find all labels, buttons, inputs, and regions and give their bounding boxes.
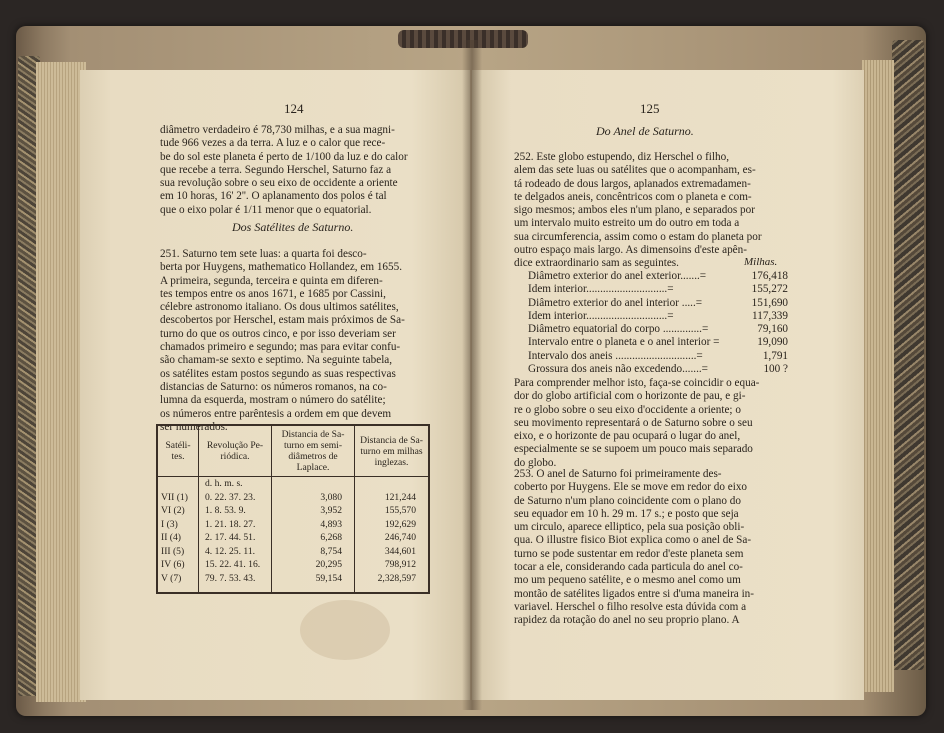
list-item: Intervalo entre o planeta e o anel interior = 19,090 xyxy=(528,336,788,349)
list-item: Diâmetro exterior do anel interior .....= 151,690 xyxy=(528,296,788,309)
table-cell: 155,570 xyxy=(355,504,430,517)
table-cell: 59,154 xyxy=(272,572,355,586)
left-paragraph-2 xyxy=(160,248,434,434)
table-cell: 1. 8. 53. 9. xyxy=(199,504,272,517)
marbled-edge-right xyxy=(892,40,924,670)
text-line: 253. O anel de Saturno foi primeiramente des- xyxy=(514,468,722,480)
text-line: dor do globo artificial com o horizonte de pau, e gi- xyxy=(514,390,746,403)
table-cell: 15. 22. 41. 16. xyxy=(199,558,272,571)
list-item: Intervalo dos aneis .............................= 1,791 xyxy=(528,349,788,362)
text-line: ser numerados. xyxy=(160,420,228,433)
text-line: do globo. xyxy=(514,456,557,469)
text-line: seu movimento representará o de Saturno sobre o seu xyxy=(514,416,753,429)
text-line: 251. Saturno tem sete luas: a quarta foi desco- xyxy=(160,248,367,260)
table-cell: VI (2) xyxy=(157,504,199,517)
table-cell: 79. 7. 53. 43. xyxy=(199,572,272,586)
table-cell: d. h. m. s. xyxy=(199,477,272,491)
text-line: sua circumferencia, assim como o estam do planeta por xyxy=(514,230,762,243)
text-line: de Saturno n'um plano coincidente com o plano do xyxy=(514,494,741,507)
table-cell xyxy=(355,477,430,491)
text-line: um circulo, aparece elliptico, pela sua posição obli- xyxy=(514,521,745,534)
text-line: variavel. Herschel o filho resolve esta dúvida com a xyxy=(514,600,747,613)
page-edges-right xyxy=(862,60,894,692)
table-cell: 20,295 xyxy=(272,558,355,571)
text-line: descobertos por Herschel, estam mais próximos de Sa- xyxy=(160,314,405,327)
left-section-title: Dos Satélites de Saturno. xyxy=(232,220,354,234)
text-line: tude 966 vezes a da terra. A luz e o calor que rece- xyxy=(160,137,386,150)
table-row xyxy=(157,504,429,517)
text-line: seu equador em 10 h. 29 m. 17 s.; e posto que seja xyxy=(514,507,739,520)
text-line: distancias de Saturno: os números romanos, na co- xyxy=(160,380,387,393)
text-line: mo um pequeno satélite, e o mesmo anel como um xyxy=(514,574,741,587)
table-cell: VII (1) xyxy=(157,491,199,504)
text-line: um intervalo muito estreito um do outro em toda a xyxy=(514,217,740,230)
text-line: turno se pode sustentar em redor d'este planeta sem xyxy=(514,547,744,560)
text-line: em 10 horas, 16' 2''. O aplanamento dos polos é tal xyxy=(160,190,387,203)
table-header: Revolução Pe-riódica. xyxy=(199,425,272,477)
book-gutter xyxy=(462,40,482,710)
text-line: be do sol este planeta é perto de 1/100 da luz e do calor xyxy=(160,150,408,163)
satellites-table xyxy=(156,424,430,594)
table-units-row xyxy=(157,477,429,491)
text-line: lumna da esquerda, mostram o número do satélite; xyxy=(160,394,386,407)
list-item: Idem interior.............................= 117,339 xyxy=(528,309,788,322)
right-page-number: 125 xyxy=(640,101,660,116)
table-cell: IV (6) xyxy=(157,558,199,571)
table-cell: 8,754 xyxy=(272,545,355,558)
text-line: outro espaço mais largo. As dimensoins d'este apên- xyxy=(514,244,747,257)
text-line: célebre astronomo italiano. Os dous ultimos satélites, xyxy=(160,301,399,314)
text-line: os satélites estam postos segundo as suas respectivas xyxy=(160,367,396,380)
table-header: Distancia de Sa-turno em milhas inglezas. xyxy=(355,425,430,477)
table-row xyxy=(157,518,429,531)
text-line: qua. O illustre fisico Biot explica como o anel de Sa- xyxy=(514,534,752,547)
table-cell: 2,328,597 xyxy=(355,572,430,586)
list-item: Diâmetro exterior do anel exterior.......= 176,418 xyxy=(528,270,788,282)
text-line: eixo, e o horizonte de pau ocupará o lugar do anel, xyxy=(514,430,741,443)
text-line: chamados primeiro e segundo; mas para evitar confu- xyxy=(160,341,401,354)
text-line: os números entre parêntesis a ordem em que devem xyxy=(160,407,392,420)
table-cell: 344,601 xyxy=(355,545,430,558)
list-item: Diâmetro equatorial do corpo ..............= 79,160 xyxy=(528,323,788,336)
text-line: alem das sete luas ou satélites que o acompanham, es- xyxy=(514,164,756,177)
table-cell: 246,740 xyxy=(355,531,430,544)
text-line: re o globo sobre o seu eixo d'occidente a oriente; o xyxy=(514,403,741,416)
left-page-number: 124 xyxy=(284,101,304,116)
page-edges-left xyxy=(36,62,86,702)
text-line: que o eixo polar é 1/11 menor que o equatorial. xyxy=(160,203,372,216)
table-cell: I (3) xyxy=(157,518,199,531)
text-line: sua revolução sobre o seu eixo de occidente a oriente xyxy=(160,177,398,190)
text-line: A primeira, segunda, terceira e quinta em diferen- xyxy=(160,274,383,287)
table-cell: II (4) xyxy=(157,531,199,544)
text-line: sigo mesmos; ambos eles n'um plano, e separados por xyxy=(514,204,755,217)
table-cell: 6,268 xyxy=(272,531,355,544)
table-cell xyxy=(272,477,355,491)
table-cell: 4,893 xyxy=(272,518,355,531)
table-cell: 0. 22. 37. 23. xyxy=(199,491,272,504)
right-paragraph-3 xyxy=(514,468,794,628)
table-header: Satéli-tes. xyxy=(157,425,199,477)
table-cell: 3,080 xyxy=(272,491,355,504)
text-line: coberto por Huygens. Ele se move em redor do eixo xyxy=(514,481,748,494)
table-row xyxy=(157,491,429,504)
table-header: Distancia de Sa-turno em semi-diâmetros de Laplace. xyxy=(272,425,355,477)
text-line: berta por Huygens, mathematico Hollandez, em 1655. xyxy=(160,261,403,274)
text-line: que recebe a terra. Segundo Herschel, Saturno faz a xyxy=(160,163,392,176)
milhas-label: Milhas. xyxy=(744,256,778,268)
text-line: tocar a ele, considerando cada particula do anel co- xyxy=(514,561,743,574)
table-cell: 3,952 xyxy=(272,504,355,517)
table-cell: 1. 21. 18. 27. xyxy=(199,518,272,531)
text-line: Para comprender melhor isto, faça-se coincidir o equa- xyxy=(514,377,760,389)
table-cell: 4. 12. 25. 11. xyxy=(199,545,272,558)
table-row xyxy=(157,558,429,571)
text-line: montão de satélites ligados entre si d'uma maneira in- xyxy=(514,587,754,600)
table-cell: 798,912 xyxy=(355,558,430,571)
table-row xyxy=(157,531,429,544)
table-cell: 121,244 xyxy=(355,491,430,504)
text-line: turno do que os outros cinco, e por isso deveriam ser xyxy=(160,327,396,340)
text-line: rapidez da rotação do anel no seu proprio plano. A xyxy=(514,614,740,627)
text-line: tes tempos entre os anos 1671, e 1685 por Cassini, xyxy=(160,287,386,300)
table-cell: V (7) xyxy=(157,572,199,586)
right-section-title: Do Anel de Saturno. xyxy=(596,124,694,138)
text-line: especialmente se se supoem um pouco mais separado xyxy=(514,443,753,456)
text-line: 252. Este globo estupendo, diz Herschel o filho, xyxy=(514,151,730,163)
paper-stain xyxy=(300,600,390,660)
table-cell: III (5) xyxy=(157,545,199,558)
text-line: tá rodeado de dous largos, aplanados extremadamen- xyxy=(514,177,751,190)
table-row xyxy=(157,545,429,558)
list-item: Idem interior.............................= 155,272 xyxy=(528,283,788,296)
text-line: dice extraordinario sam as seguintes. xyxy=(514,257,679,270)
text-line: te delgados aneis, concêntricos com o planeta e com- xyxy=(514,190,752,203)
list-item: Grossura dos aneis não excedendo.......= 100 ? xyxy=(528,363,788,376)
table-spacer xyxy=(157,585,429,593)
table-cell xyxy=(157,477,199,491)
table-cell: 192,629 xyxy=(355,518,430,531)
left-paragraph-1 xyxy=(160,124,438,217)
right-paragraph-2 xyxy=(514,377,794,470)
table-row xyxy=(157,572,429,586)
table-cell: 2. 17. 44. 51. xyxy=(199,531,272,544)
text-line: são chamam-se sexto e septimo. Na seguinte tabela, xyxy=(160,354,393,367)
text-line: diâmetro verdadeiro é 78,730 milhas, e a sua magni- xyxy=(160,124,395,136)
ring-dimensions-list xyxy=(528,270,788,376)
right-paragraph-1 xyxy=(514,151,794,271)
